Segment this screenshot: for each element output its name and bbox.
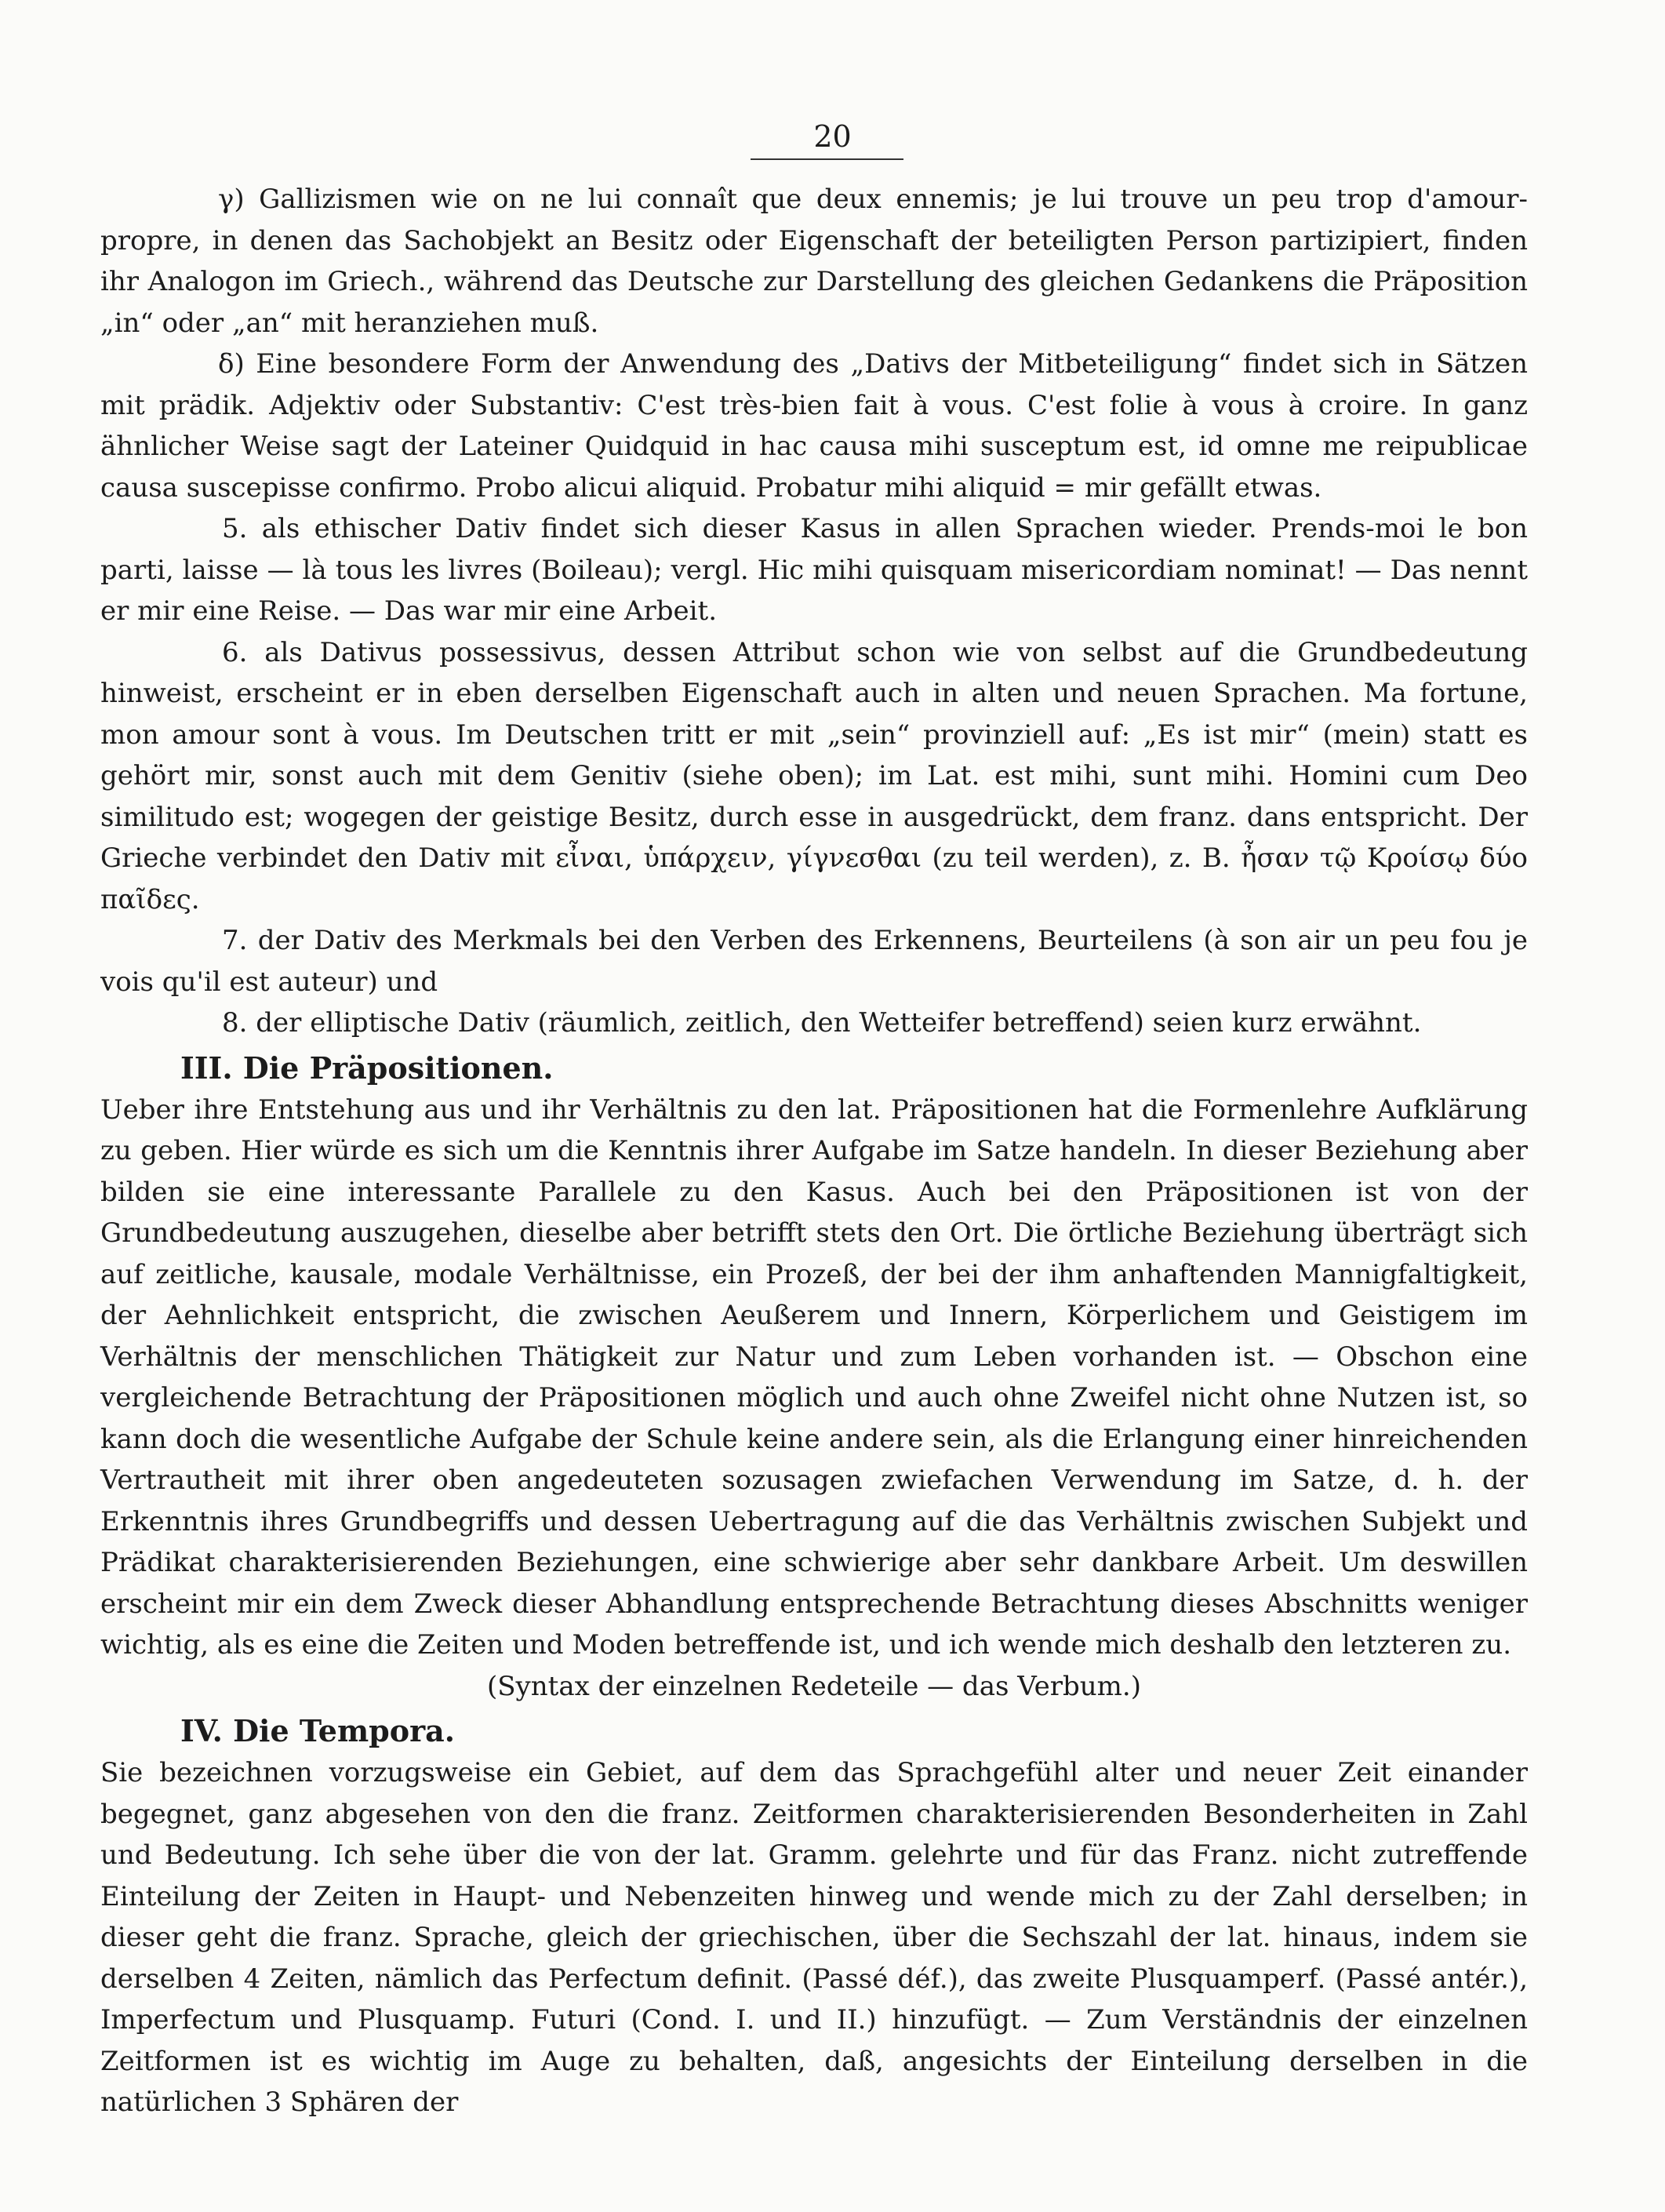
paragraph-dativus-possessivus: 6. als Dativus possessivus, dessen Attribut schon wie von selbst auf die Grundbedeutung hinweist, erscheint er in eben derselben Eigenschaft auch in alten und neuen Sprachen. Ma fortune, mon amour sont à vous. Im Deutschen tritt er mit „sein“ provinziell auf: „Es ist mir“ (mein) statt es gehört mir, sonst auch mit dem Genitiv (siehe oben); im Lat. est mihi, sunt mihi. Homini cum Deo similitudo est; wogegen der geistige Besitz, durch esse in ausgedrückt, dem franz. dans entspricht. Der Grieche verbindet den Dativ mit εἶναι, ὑπάρχειν, γίγνεσθαι (zu teil werden), z. B. ἦσαν τῷ Κροίσῳ δύο παῖδες. bbox=[100, 636, 1528, 915]
section-note-syntax: (Syntax der einzelnen Redeteile — das Verbum.) bbox=[487, 1670, 1141, 1702]
paragraph-dativ-mitbeteiligung: δ) Eine besondere Form der Anwendung des „Dativs der Mitbeteiligung“ findet sich in Sätzen mit prädik. Adjektiv oder Substantiv: C'est très-bien fait à vous. C'est folie à vous à croire. In ganz ähnlicher Weise sagt der Lateiner Quidquid in hac causa mihi susceptum est, id omne me reipublicae causa suscepisse confirmo. Probo alicui aliquid. Probatur mihi aliquid = mir gefällt etwas. bbox=[100, 348, 1528, 504]
paragraph-praepositionen: Ueber ihre Entstehung aus und ihr Verhältnis zu den lat. Präpositionen hat die Formenlehre Aufklärung zu geben. Hier würde es sich um die Kenntnis ihrer Aufgabe im Satze handeln. In dieser Beziehung aber bilden sie eine interessante Parallele zu den Kasus. Auch bei den Präpositionen ist von der Grundbedeutung auszugehen, dieselbe aber betrifft stets den Ort. Die örtliche Beziehung überträgt sich auf zeitliche, kausale, modale Verhältnisse, ein Prozeß, der bei der ihm anhaftenden Mannigfaltigkeit, der Aehnlichkeit entspricht, die zwischen Aeußerem und Innern, Körperlichem und Geistigem im Verhältnis der menschlichen Thätigkeit zur Natur und zum Leben vorhanden ist. — Obschon eine vergleichende Betrachtung der Präpositionen möglich und auch ohne Zweifel nicht ohne Nutzen ist, so kann doch die wesentliche Aufgabe der Schule keine andere sein, als die Erlangung einer hinreichenden Vertrautheit mit ihrer oben angedeuteten sozusagen zwiefachen Verwendung im Satze, d. h. der Erkenntnis ihres Grundbegriffs und dessen Uebertragung auf die das Verhältnis zwischen Subjekt und Prädikat charakterisierenden Beziehungen, eine schwierige aber sehr dankbare Arbeit. Um deswillen erscheint mir ein dem Zweck dieser Abhandlung entsprechende Betrachtung dieses Abschnitts weniger wichtig, als es eine die Zeiten und Moden betreffende ist, und ich wende mich deshalb den letzteren zu. bbox=[100, 1093, 1528, 1661]
paragraph-gallicisms: γ) Gallizismen wie on ne lui connaît que deux ennemis; je lui trouve un peu trop d'amour-propre, in denen das Sachobjekt an Besitz oder Eigenschaft der beteiligten Person partizipiert, finden ihr Analogon im Griech., während das Deutsche zur Darstellung des gleichen Gedankens die Präposition „in“ oder „an“ mit heranziehen muß. bbox=[100, 184, 1528, 339]
paragraph-tempora: Sie bezeichnen vorzugsweise ein Gebiet, auf dem das Sprachgefühl alter und neuer Zeit einander begegnet, ganz abgesehen von den die franz. Zeitformen charakterisierenden Besonderheiten in Zahl und Bedeutung. Ich sehe über die von der lat. Gramm. gelehrte und für das Franz. nicht zutreffende Einteilung der Zeiten in Haupt- und Nebenzeiten hinweg und wende mich zu der Zahl derselben; in dieser geht die franz. Sprache, gleich der griechischen, über die Sechszahl der lat. hinaus, indem sie derselben 4 Zeiten, nämlich das Perfectum definit. (Passé déf.), das zweite Plusquamperf. (Passé antér.), Imperfectum und Plusquamp. Futuri (Cond. I. und II.) hinzufügt. — Zum Verständnis der einzelnen Zeitformen ist es wichtig im Auge zu behalten, daß, angesichts der Einteilung derselben in die natürlichen 3 Sphären der bbox=[100, 1757, 1528, 2118]
paragraph-elliptischer-dativ: 8. der elliptische Dativ (räumlich, zeitlich, den Wetteifer betreffend) seien kurz erwähnt. bbox=[222, 1007, 1422, 1039]
paragraph-dativ-merkmals: 7. der Dativ des Merkmals bei den Verben des Erkennens, Beurteilens (à son air un peu fou je vois qu'il est auteur) und bbox=[100, 925, 1528, 998]
heading-praepositionen: III. Die Präpositionen. bbox=[180, 1050, 554, 1086]
body-text bbox=[100, 179, 1528, 2123]
header-rule bbox=[751, 158, 903, 160]
heading-tempora: IV. Die Tempora. bbox=[180, 1713, 455, 1748]
paragraph-ethischer-dativ: 5. als ethischer Dativ findet sich dieser Kasus in allen Sprachen wieder. Prends-moi le bon parti, laisse — là tous les livres (Boileau); vergl. Hic mihi quisquam misericordiam nominat! — Das nennt er mir eine Reise. — Das war mir eine Arbeit. bbox=[100, 513, 1528, 627]
page-number: 20 bbox=[813, 119, 852, 154]
